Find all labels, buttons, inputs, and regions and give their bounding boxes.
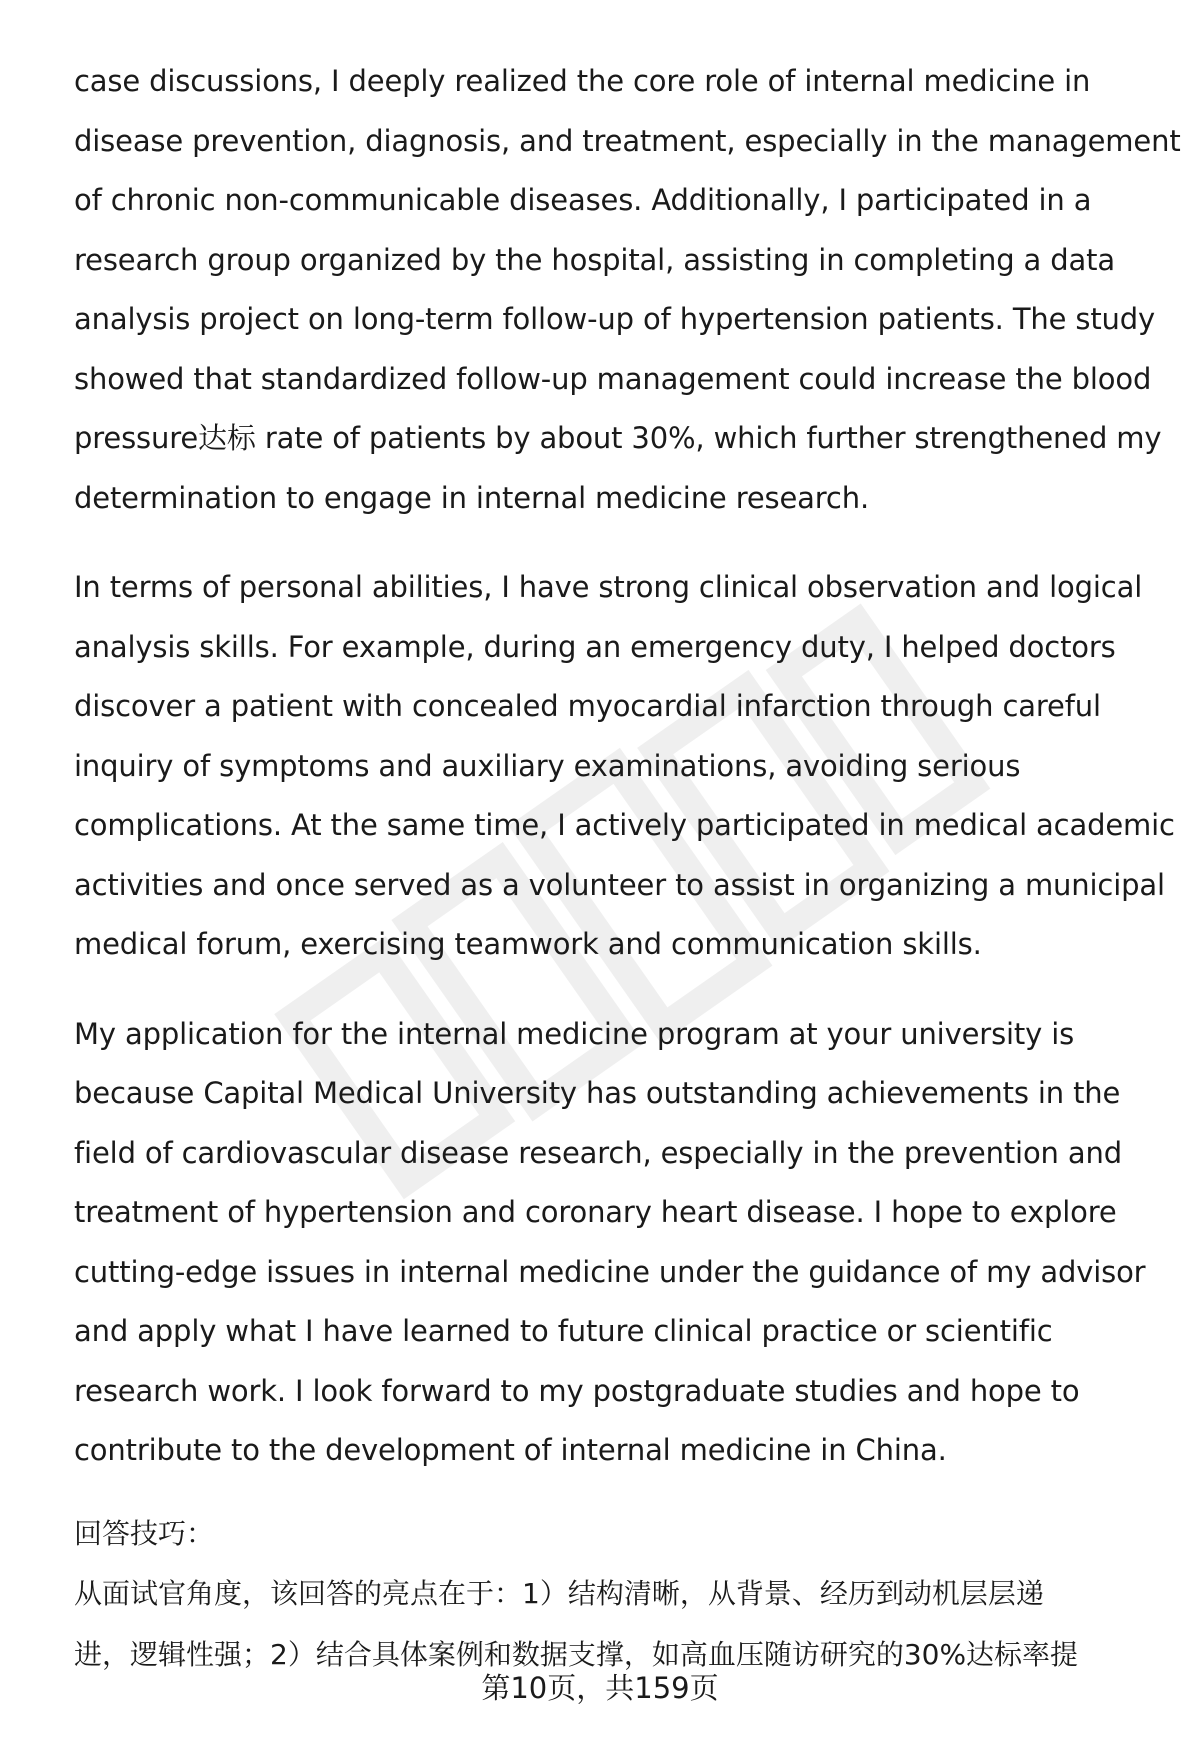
answer-tips-section xyxy=(74,1505,1160,1685)
tips-heading: 回答技巧： xyxy=(74,1516,215,1550)
text-line: My application for the internal medicine program at your university is xyxy=(74,1016,1075,1051)
text-line: inquiry of symptoms and auxiliary examinations, avoiding serious xyxy=(74,748,1021,783)
text-line: In terms of personal abilities, I have strong clinical observation and logical xyxy=(74,570,1143,604)
paragraph-3 xyxy=(74,1005,1160,1481)
text-line: field of cardiovascular disease research, especially in the prevention and xyxy=(74,1135,1122,1170)
paragraph-2 xyxy=(74,558,1175,975)
text-line: discover a patient with concealed myocardial infarction through careful xyxy=(74,689,1101,723)
text-line: because Capital Medical University has outstanding achievements in the xyxy=(74,1076,1121,1110)
text-line: pressure达标 rate of patients by about 30%, which further strengthened my xyxy=(74,421,1162,455)
text-line: analysis project on long-term follow-up of hypertension patients. The study xyxy=(74,302,1156,336)
document-body xyxy=(74,52,1181,1685)
text-line: activities and once served as a volunteer to assist in organizing a municipal xyxy=(74,867,1165,902)
text-line: disease prevention, diagnosis, and treatment, especially in the management xyxy=(74,123,1181,158)
text-line: contribute to the development of internal medicine in China. xyxy=(74,1433,947,1467)
text-line: medical forum, exercising teamwork and communication skills. xyxy=(74,927,982,961)
text-line: case discussions, I deeply realized the core role of internal medicine in xyxy=(74,64,1091,98)
page-number: 第10页，共159页 xyxy=(481,1671,719,1705)
text-line: research work. I look forward to my postgraduate studies and hope to xyxy=(74,1373,1080,1408)
text-line: of chronic non-communicable diseases. Additionally, I participated in a xyxy=(74,183,1092,217)
text-line: and apply what I have learned to future clinical practice or scientific xyxy=(74,1314,1053,1348)
text-line: analysis skills. For example, during an emergency duty, I helped doctors xyxy=(74,629,1116,664)
text-line: complications. At the same time, I actively participated in medical academic xyxy=(74,808,1175,842)
text-line: cutting-edge issues in internal medicine under the guidance of my advisor xyxy=(74,1254,1146,1289)
text-line: determination to engage in internal medicine research. xyxy=(74,480,870,515)
paragraph-1 xyxy=(74,52,1181,528)
text-line: treatment of hypertension and coronary heart disease. I hope to explore xyxy=(74,1195,1117,1229)
text-line: research group organized by the hospital, assisting in completing a data xyxy=(74,242,1115,277)
text-line: showed that standardized follow-up management could increase the blood xyxy=(74,361,1152,396)
tips-line: 从面试官角度，该回答的亮点在于：1）结构清晰，从背景、经历到动机层层递 xyxy=(74,1576,1044,1610)
tips-line: 进，逻辑性强；2）结合具体案例和数据支撑，如高血压随访研究的30%达标率提 xyxy=(74,1637,1079,1671)
